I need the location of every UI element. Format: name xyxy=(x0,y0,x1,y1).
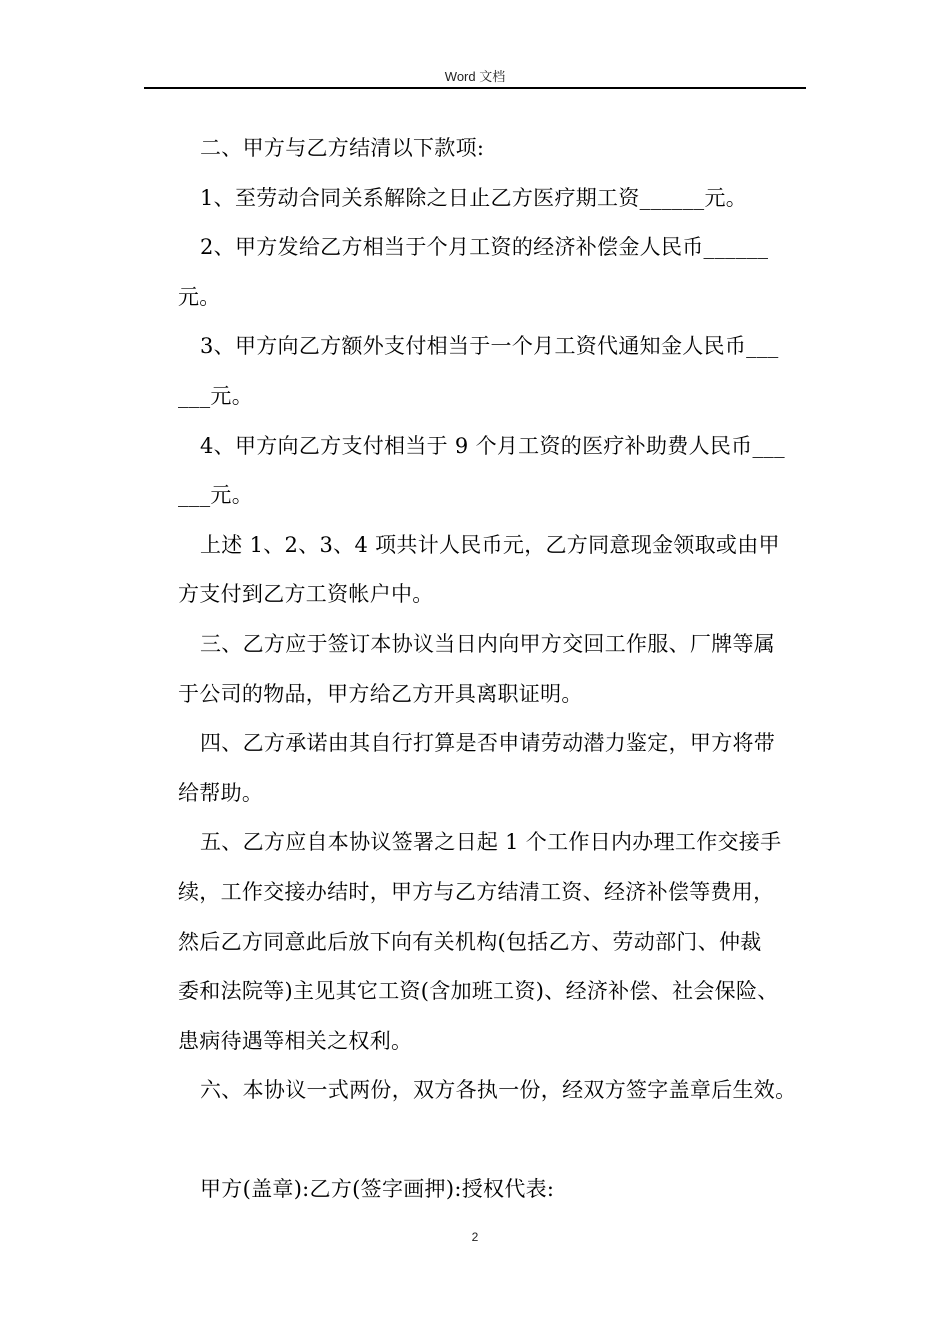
paragraph-line: 六、本协议一式两份，双方各执一份，经双方签字盖章后生效。 xyxy=(200,1078,797,1103)
paragraph-line: 方支付到乙方工资帐户中。 xyxy=(178,582,434,607)
paragraph-line: 然后乙方同意此后放下向有关机构(包括乙方、劳动部门、仲裁 xyxy=(178,929,762,954)
page-header-title: Word 文档 xyxy=(444,69,506,84)
paragraph-line: 2、甲方发给乙方相当于个月工资的经济补偿金人民币______ xyxy=(200,235,769,260)
paragraph-line: 患病待遇等相关之权利。 xyxy=(178,1028,413,1053)
paragraph-line: 四、乙方承诺由其自行打算是否申请劳动潜力鉴定，甲方将带 xyxy=(200,731,776,756)
paragraph-line: 3、甲方向乙方额外支付相当于一个月工资代通知金人民币___ xyxy=(200,334,779,359)
page-number: 2 xyxy=(471,1230,479,1244)
paragraph-line: 4、甲方向乙方支付相当于 9 个月工资的医疗补助费人民币___ xyxy=(200,433,785,458)
header-rule xyxy=(144,87,806,89)
document-body xyxy=(178,124,818,1215)
paragraph-line: 于公司的物品，甲方给乙方开具离职证明。 xyxy=(178,681,583,706)
paragraph-line: 续，工作交接办结时，甲方与乙方结清工资、经济补偿等费用， xyxy=(178,879,775,904)
blank-line xyxy=(178,1116,818,1166)
paragraph-line: 三、乙方应于签订本协议当日内向甲方交回工作服、厂牌等属 xyxy=(200,631,776,656)
paragraph-line: ___元。 xyxy=(178,383,253,408)
paragraph-line: 1、至劳动合同关系解除之日止乙方医疗期工资______元。 xyxy=(200,185,748,210)
paragraph-line: 二、甲方与乙方结清以下款项: xyxy=(200,136,485,160)
paragraph-line: 五、乙方应自本协议签署之日起 1 个工作日内办理工作交接手 xyxy=(200,830,782,855)
paragraph-line: 委和法院等)主见其它工资(含加班工资)、经济补偿、社会保险、 xyxy=(178,979,779,1004)
paragraph-line: 元。 xyxy=(178,284,221,309)
paragraph-line: 上述 1、2、3、4 项共计人民币元，乙方同意现金领取或由甲 xyxy=(200,532,780,557)
signature-line: 甲方(盖章):乙方(签字画押):授权代表: xyxy=(200,1177,555,1202)
paragraph-line: 给帮助。 xyxy=(178,780,264,805)
paragraph-line: ___元。 xyxy=(178,483,253,508)
